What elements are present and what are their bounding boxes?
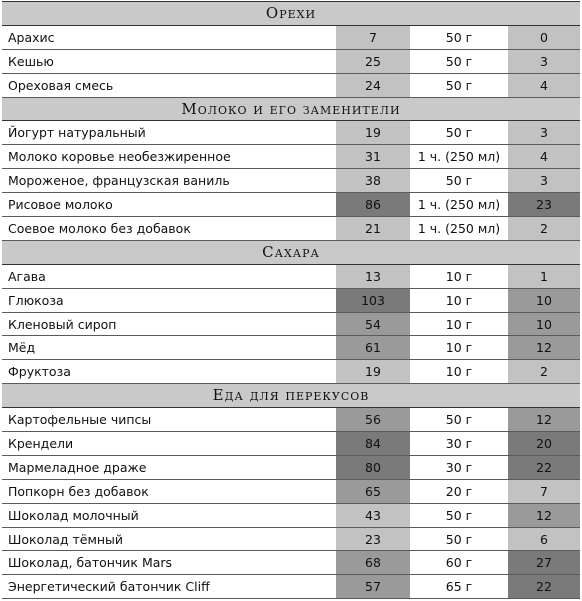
portion-cell: 50 г [445,29,473,45]
table-row [2,551,580,575]
glycemic-index-cell: 19 [336,360,410,383]
table-row [2,169,580,193]
glycemic-load-cell: 3 [508,169,580,192]
glycemic-load-cell: 2 [508,360,580,383]
glycemic-index-cell: 7 [336,26,410,49]
portion-cell: 65 г [445,579,473,595]
table-row [2,121,580,145]
portion-cell: 50 г [445,531,473,547]
glycemic-load-cell: 10 [508,313,580,336]
glycemic-index-cell: 80 [336,456,410,479]
glycemic-load-cell: 3 [508,50,580,73]
glycemic-index-cell: 86 [336,193,410,216]
portion-cell: 1 ч. (250 мл) [417,197,501,213]
food-name-cell: Молоко коровье необезжиренное [8,149,231,165]
section-header [2,2,580,26]
glycemic-index-cell: 103 [336,289,410,312]
portion-cell: 30 г [445,436,473,452]
table-row [2,575,580,599]
glycemic-load-cell: 20 [508,432,580,455]
table-row [2,265,580,289]
food-name-cell: Шоколад, батончик Mars [8,555,173,571]
section-title: Сахара [262,242,320,261]
table-row [2,504,580,528]
food-name-cell: Попкорн без добавок [8,483,149,499]
glycemic-load-cell: 10 [508,289,580,312]
food-name-cell: Энергетический батончик Cliff [8,579,210,595]
glycemic-index-table [2,2,580,599]
glycemic-load-cell: 22 [508,575,580,598]
food-name-cell: Шоколад молочный [8,507,139,523]
food-name-cell: Рисовое молоко [8,197,113,213]
glycemic-index-cell: 57 [336,575,410,598]
food-name-cell: Крендели [8,436,74,452]
food-name-cell: Шоколад тёмный [8,531,124,547]
glycemic-load-cell: 6 [508,528,580,551]
portion-cell: 1 ч. (250 мл) [417,221,501,237]
glycemic-index-cell: 23 [336,528,410,551]
food-name-cell: Кешью [8,53,54,69]
portion-cell: 50 г [445,412,473,428]
table-row [2,313,580,337]
glycemic-index-cell: 21 [336,217,410,240]
table-row [2,456,580,480]
table-row [2,408,580,432]
portion-cell: 10 г [445,364,473,380]
table-row [2,432,580,456]
glycemic-index-cell: 65 [336,480,410,503]
glycemic-index-cell: 84 [336,432,410,455]
glycemic-index-cell: 61 [336,336,410,359]
food-name-cell: Глюкоза [8,292,64,308]
glycemic-load-cell: 4 [508,74,580,97]
glycemic-index-cell: 13 [336,265,410,288]
glycemic-load-cell: 12 [508,336,580,359]
glycemic-index-cell: 25 [336,50,410,73]
table-row [2,289,580,313]
food-name-cell: Картофельные чипсы [8,412,152,428]
section-title: Молоко и его заменители [181,99,401,118]
portion-cell: 10 г [445,316,473,332]
glycemic-index-cell: 43 [336,504,410,527]
glycemic-load-cell: 23 [508,193,580,216]
glycemic-index-cell: 31 [336,145,410,168]
table-row [2,193,580,217]
food-name-cell: Мармеладное драже [8,459,147,475]
portion-cell: 50 г [445,173,473,189]
table-row [2,217,580,241]
portion-cell: 10 г [445,292,473,308]
portion-cell: 60 г [445,555,473,571]
section-title: Еда для перекусов [212,386,370,405]
food-name-cell: Фруктоза [8,364,71,380]
food-name-cell: Кленовый сироп [8,316,117,332]
table-row [2,50,580,74]
portion-cell: 1 ч. (250 мл) [417,149,501,165]
portion-cell: 20 г [445,483,473,499]
table-row [2,480,580,504]
table-row [2,145,580,169]
portion-cell: 10 г [445,340,473,356]
table-row [2,26,580,50]
table-row [2,528,580,552]
portion-cell: 50 г [445,77,473,93]
section-header [2,241,580,265]
portion-cell: 50 г [445,507,473,523]
glycemic-index-cell: 56 [336,408,410,431]
food-name-cell: Ореховая смесь [8,77,114,93]
section-title: Орехи [265,4,317,22]
food-name-cell: Мёд [8,340,36,356]
section-header [2,384,580,408]
table-row [2,360,580,384]
food-name-cell: Йогурт натуральный [8,125,146,141]
glycemic-load-cell: 3 [508,121,580,144]
portion-cell: 10 г [445,268,473,284]
glycemic-index-cell: 68 [336,551,410,574]
portion-cell: 50 г [445,53,473,69]
section-header [2,98,580,122]
glycemic-load-cell: 27 [508,551,580,574]
glycemic-load-cell: 12 [508,504,580,527]
food-name-cell: Мороженое, французская ваниль [8,173,230,189]
portion-cell: 30 г [445,459,473,475]
glycemic-load-cell: 12 [508,408,580,431]
glycemic-load-cell: 22 [508,456,580,479]
glycemic-load-cell: 7 [508,480,580,503]
glycemic-index-cell: 54 [336,313,410,336]
table-row [2,336,580,360]
food-name-cell: Арахис [8,29,55,45]
glycemic-load-cell: 2 [508,217,580,240]
glycemic-index-cell: 24 [336,74,410,97]
glycemic-load-cell: 0 [508,26,580,49]
table-row [2,74,580,98]
food-name-cell: Агава [8,268,46,284]
glycemic-index-cell: 19 [336,121,410,144]
glycemic-load-cell: 1 [508,265,580,288]
glycemic-load-cell: 4 [508,145,580,168]
portion-cell: 50 г [445,125,473,141]
glycemic-index-cell: 38 [336,169,410,192]
food-name-cell: Соевое молоко без добавок [8,221,191,237]
